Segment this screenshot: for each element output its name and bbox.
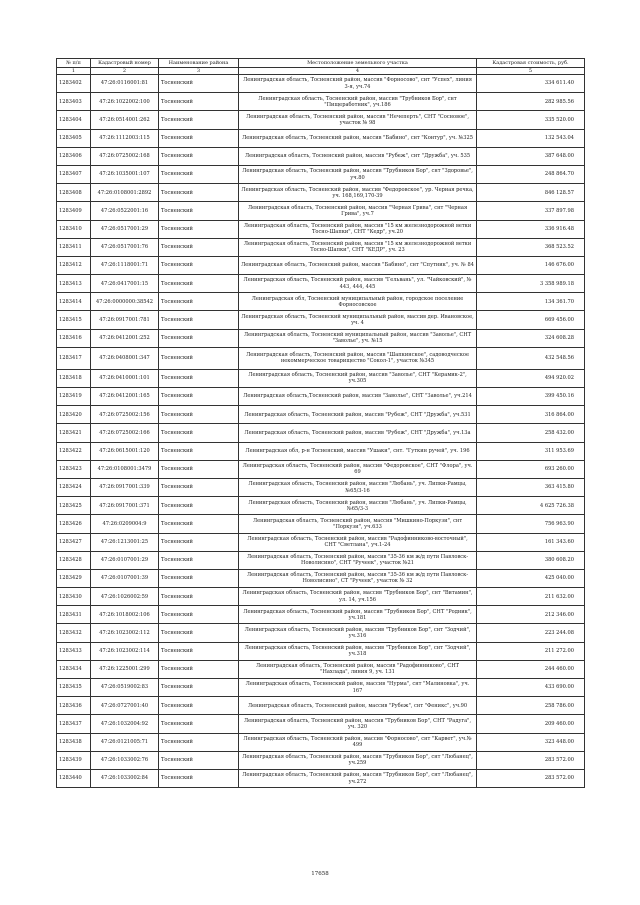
location-cell: Ленинградская область, Тосненский район, массив "Заволье", СНТ "Керамик-2", уч.305 bbox=[239, 369, 477, 387]
cadastral-cost-cell: 134 361.70 bbox=[477, 293, 585, 311]
table-row bbox=[57, 184, 585, 202]
header-row bbox=[57, 59, 585, 68]
table-row bbox=[57, 497, 585, 515]
district-cell: Тосненский bbox=[159, 347, 239, 369]
cadastral-number-cell: 47:26:1112003:115 bbox=[91, 129, 159, 147]
district-cell: Тосненский bbox=[159, 111, 239, 129]
district-cell: Тосненский bbox=[159, 515, 239, 533]
location-cell: Ленинградская область, Тосненский район, массив "Трубников Бор", СНТ "Радуга", уч. 320 bbox=[239, 715, 477, 733]
table-row bbox=[57, 129, 585, 147]
row-number-cell: 1283420 bbox=[57, 406, 91, 424]
cadastral-cost-cell: 248 864.70 bbox=[477, 165, 585, 183]
row-number-cell: 1283428 bbox=[57, 551, 91, 569]
cadastral-number-cell: 47:26:1023002:114 bbox=[91, 642, 159, 660]
row-number-cell: 1283405 bbox=[57, 129, 91, 147]
district-cell: Тосненский bbox=[159, 75, 239, 93]
cadastral-cost-cell: 258 432.00 bbox=[477, 424, 585, 442]
cadastral-number-cell: 47:26:0410001:101 bbox=[91, 369, 159, 387]
header-cell: Кадастровый номер bbox=[91, 59, 159, 68]
district-cell: Тосненский bbox=[159, 715, 239, 733]
table-row bbox=[57, 93, 585, 111]
table-row bbox=[57, 769, 585, 787]
cadastral-number-cell: 47:26:0417001:15 bbox=[91, 275, 159, 293]
table-row bbox=[57, 660, 585, 678]
district-cell: Тосненский bbox=[159, 311, 239, 329]
location-cell: Ленинградская область, Тосненский район, массив "35-36 км ж/д пути Павловск-Новолисино", СНТ "Ручеек", участок №21 bbox=[239, 551, 477, 569]
cadastral-number-cell: 47:26:1035001:107 bbox=[91, 165, 159, 183]
cadastral-number-cell: 47:26:0121005:71 bbox=[91, 733, 159, 751]
row-number-cell: 1283423 bbox=[57, 460, 91, 478]
cadastral-cost-cell: 323 448.00 bbox=[477, 733, 585, 751]
cadastral-number-cell: 47:26:0107001:29 bbox=[91, 551, 159, 569]
district-cell: Тосненский bbox=[159, 256, 239, 274]
cadastral-number-cell: 47:26:1033002:76 bbox=[91, 751, 159, 769]
row-number-cell: 1283417 bbox=[57, 347, 91, 369]
column-number-cell: 3 bbox=[159, 68, 239, 75]
row-number-cell: 1283433 bbox=[57, 642, 91, 660]
cadastral-number-cell: 47:26:0000000:38542 bbox=[91, 293, 159, 311]
row-number-cell: 1283418 bbox=[57, 369, 91, 387]
table-row bbox=[57, 442, 585, 460]
table-row bbox=[57, 624, 585, 642]
district-cell: Тосненский bbox=[159, 751, 239, 769]
cadastral-number-cell: 47:26:0108001:3479 bbox=[91, 460, 159, 478]
location-cell: Ленинградская область, Тосненский район, массив "Рубеж", СНТ "Дружба", уч.531 bbox=[239, 406, 477, 424]
cadastral-number-cell: 47:26:0917001:339 bbox=[91, 478, 159, 496]
location-cell: Ленинградская область, Тосненский район, массив "Рубеж", снт "Феникс", уч.90 bbox=[239, 697, 477, 715]
table-row bbox=[57, 275, 585, 293]
location-cell: Ленинградская область, Тосненский район, массив "Трубников Бор", снт "Витамин", ул. 14, уч.156 bbox=[239, 588, 477, 606]
table-row bbox=[57, 111, 585, 129]
cadastral-table bbox=[56, 58, 585, 788]
district-cell: Тосненский bbox=[159, 184, 239, 202]
table-row bbox=[57, 347, 585, 369]
cadastral-number-cell: 47:26:0725002:166 bbox=[91, 424, 159, 442]
cadastral-cost-cell: 146 676.00 bbox=[477, 256, 585, 274]
district-cell: Тосненский bbox=[159, 442, 239, 460]
table-row bbox=[57, 369, 585, 387]
location-cell: Ленинградская область, Тосненский район, массив "Трубников Бор", снт "Любанец", уч.259 bbox=[239, 751, 477, 769]
district-cell: Тосненский bbox=[159, 478, 239, 496]
location-cell: Ленинградская область, Тосненский район, массив "Форносово", снт "Карвет", уч.№ 499 bbox=[239, 733, 477, 751]
row-number-cell: 1283412 bbox=[57, 256, 91, 274]
page-number: 17658 bbox=[311, 871, 329, 877]
cadastral-number-cell: 47:26:1022002:100 bbox=[91, 93, 159, 111]
table-row bbox=[57, 533, 585, 551]
cadastral-cost-cell: 693 260.00 bbox=[477, 460, 585, 478]
cadastral-number-cell: 47:26:1023002:112 bbox=[91, 624, 159, 642]
row-number-cell: 1283436 bbox=[57, 697, 91, 715]
district-cell: Тосненский bbox=[159, 369, 239, 387]
location-cell: Ленинградская область, Тосненский район, массив "Трубников Бор", снт "Любанец", уч.272 bbox=[239, 769, 477, 787]
column-number-cell: 1 bbox=[57, 68, 91, 75]
cadastral-number-cell: 47:26:0517001:29 bbox=[91, 220, 159, 238]
row-number-cell: 1283422 bbox=[57, 442, 91, 460]
cadastral-cost-cell: 846 128.57 bbox=[477, 184, 585, 202]
row-number-cell: 1283430 bbox=[57, 588, 91, 606]
district-cell: Тосненский bbox=[159, 533, 239, 551]
row-number-cell: 1283434 bbox=[57, 660, 91, 678]
column-number-cell: 5 bbox=[477, 68, 585, 75]
table-row bbox=[57, 238, 585, 256]
cadastral-number-cell: 47:26:0107001:39 bbox=[91, 569, 159, 587]
cadastral-cost-cell: 258 786.00 bbox=[477, 697, 585, 715]
row-number-cell: 1283416 bbox=[57, 329, 91, 347]
row-number-cell: 1283427 bbox=[57, 533, 91, 551]
row-number-cell: 1283440 bbox=[57, 769, 91, 787]
cadastral-number-cell: 47:26:0412001:252 bbox=[91, 329, 159, 347]
district-cell: Тосненский bbox=[159, 329, 239, 347]
row-number-cell: 1283419 bbox=[57, 388, 91, 406]
district-cell: Тосненский bbox=[159, 275, 239, 293]
location-cell: Ленинградская область,Тосненский район, массив "Заволье", СНТ "Заволье", уч.214 bbox=[239, 388, 477, 406]
cadastral-cost-cell: 363 415.80 bbox=[477, 478, 585, 496]
location-cell: Ленинградская область, Тосненский муниципальный район, массив "Заволье", СНТ "Заволье", уч. №15 bbox=[239, 329, 477, 347]
row-number-cell: 1283402 bbox=[57, 75, 91, 93]
district-cell: Тосненский bbox=[159, 424, 239, 442]
location-cell: Ленинградская область, Тосненский район, массив "Шапкинское", садоводческое некоммерческое товарищество "Сокол-1", участок №345 bbox=[239, 347, 477, 369]
district-cell: Тосненский bbox=[159, 202, 239, 220]
cadastral-cost-cell: 494 920.02 bbox=[477, 369, 585, 387]
cadastral-number-cell: 47:26:0519002:83 bbox=[91, 679, 159, 697]
table-row bbox=[57, 424, 585, 442]
row-number-cell: 1283411 bbox=[57, 238, 91, 256]
district-cell: Тосненский bbox=[159, 588, 239, 606]
row-number-cell: 1283413 bbox=[57, 275, 91, 293]
location-cell: Ленинградская область, Тосненский район, массив "Нечеперть", СНТ "Сосновое", участок № 98 bbox=[239, 111, 477, 129]
cadastral-number-cell: 47:26:1026002:59 bbox=[91, 588, 159, 606]
location-cell: Ленинградская область, Тосненский район, массив "15 км железнодорожной ветки Тосно-Шапки", СНТ "КЕДР", уч. 23 bbox=[239, 238, 477, 256]
header-cell: № п/п bbox=[57, 59, 91, 68]
location-cell: Ленинградская область, Тосненский район, массив "Рубеж", снт "Дружба", уч. 535 bbox=[239, 147, 477, 165]
cadastral-number-cell: 47:26:0917001:371 bbox=[91, 497, 159, 515]
table-row bbox=[57, 697, 585, 715]
district-cell: Тосненский bbox=[159, 679, 239, 697]
cadastral-number-cell: 47:26:1225001:299 bbox=[91, 660, 159, 678]
cadastral-cost-cell: 756 963.90 bbox=[477, 515, 585, 533]
table-row bbox=[57, 733, 585, 751]
cadastral-cost-cell: 337 897.98 bbox=[477, 202, 585, 220]
cadastral-cost-cell: 368 523.52 bbox=[477, 238, 585, 256]
table-row bbox=[57, 165, 585, 183]
header-cell: Местоположение земельного участка bbox=[239, 59, 477, 68]
cadastral-number-cell: 47:26:1033002:84 bbox=[91, 769, 159, 787]
row-number-cell: 1283415 bbox=[57, 311, 91, 329]
location-cell: Ленинградская область, Тосненский район, массив "Форносово", снт "Успех", линия 3-я, уч.74 bbox=[239, 75, 477, 93]
location-cell: Ленинградская область, Тосненский район, массив "Трубников Бор", снт "Зодчий", уч.318 bbox=[239, 642, 477, 660]
table-row bbox=[57, 329, 585, 347]
location-cell: Ленинградская область, Тосненский район, массив "Мишкино-Поркузи", снт "Поркузи", уч.633 bbox=[239, 515, 477, 533]
location-cell: Ленинградская область, Тосненский район, массив "35-36 км ж/д пути Павловск-Новолисино", СТ "Ручеек", участок № 32 bbox=[239, 569, 477, 587]
location-cell: Ленинградская область, Тосненский район, массив "Бабино", снт "Спутник", уч. № 84 bbox=[239, 256, 477, 274]
cadastral-cost-cell: 425 040.00 bbox=[477, 569, 585, 587]
cadastral-cost-cell: 211 272.00 bbox=[477, 642, 585, 660]
location-cell: Ленинградская область, Тосненский район, массив "Федоровское", ур. Черная речка, уч. 168,169,170-39 bbox=[239, 184, 477, 202]
table-row bbox=[57, 606, 585, 624]
location-cell: Ленинградская область, Тосненский район, массив "Трубников Бор", СНТ "Родник", уч.181 bbox=[239, 606, 477, 624]
cadastral-cost-cell: 4 625 726.38 bbox=[477, 497, 585, 515]
cadastral-number-cell: 47:26:0727001:40 bbox=[91, 697, 159, 715]
location-cell: Ленинградская область, Тосненский район, массив "Трубников Бор", снт "Пищеработник", уч.186 bbox=[239, 93, 477, 111]
table-row bbox=[57, 679, 585, 697]
row-number-cell: 1283414 bbox=[57, 293, 91, 311]
location-cell: Ленинградская область, Тосненский район, массив "Радофинниково-восточный", СНТ "Светлана", уч.1-24 bbox=[239, 533, 477, 551]
cadastral-number-cell: 47:26:0116001:81 bbox=[91, 75, 159, 93]
table-body bbox=[57, 75, 585, 788]
table-row bbox=[57, 551, 585, 569]
location-cell: Ленинградская область, Тосненский район, массив "Гельвань", ул. "Чайковский", № 443, 444, 445 bbox=[239, 275, 477, 293]
district-cell: Тосненский bbox=[159, 606, 239, 624]
table-row bbox=[57, 147, 585, 165]
cadastral-cost-cell: 209 460.00 bbox=[477, 715, 585, 733]
table-row bbox=[57, 220, 585, 238]
district-cell: Тосненский bbox=[159, 497, 239, 515]
row-number-cell: 1283437 bbox=[57, 715, 91, 733]
district-cell: Тосненский bbox=[159, 642, 239, 660]
location-cell: Ленинградская область, Тосненский район, массив "Радофинниково", СНТ "Нахлада", линия 9, уч. 131 bbox=[239, 660, 477, 678]
cadastral-number-cell: 47:26:1118001:71 bbox=[91, 256, 159, 274]
location-cell: Ленинградская область, Тосненский район, массив "Черная Грива", снт "Черная Грива", уч.7 bbox=[239, 202, 477, 220]
cadastral-number-cell: 47:26:1018002:106 bbox=[91, 606, 159, 624]
location-cell: Ленинградская обл, Тосненский муниципальный район, городское поселение Форносовское bbox=[239, 293, 477, 311]
cadastral-number-cell: 47:26:0725002:156 bbox=[91, 406, 159, 424]
cadastral-number-cell: 47:26:1032004:92 bbox=[91, 715, 159, 733]
district-cell: Тосненский bbox=[159, 238, 239, 256]
table-row bbox=[57, 406, 585, 424]
cadastral-cost-cell: 283 572.00 bbox=[477, 751, 585, 769]
location-cell: Ленинградская обл, р-н Тосненский, массив "Ушаки", снт. "Гуткин ручей", уч. 196 bbox=[239, 442, 477, 460]
row-number-cell: 1283410 bbox=[57, 220, 91, 238]
cadastral-number-cell: 47:26:1213001:25 bbox=[91, 533, 159, 551]
cadastral-number-cell: 47:26:0725002:168 bbox=[91, 147, 159, 165]
cadastral-cost-cell: 334 611.40 bbox=[477, 75, 585, 93]
table-row bbox=[57, 75, 585, 93]
location-cell: Ленинградская область, Тосненский район, массив "Бабино", снт "Контур", уч. №325 bbox=[239, 129, 477, 147]
row-number-cell: 1283406 bbox=[57, 147, 91, 165]
row-number-cell: 1283403 bbox=[57, 93, 91, 111]
cadastral-number-cell: 47:26:0517001:76 bbox=[91, 238, 159, 256]
row-number-cell: 1283439 bbox=[57, 751, 91, 769]
location-cell: Ленинградская область, Тосненский район, массив "Нурма", снт "Малиновка", уч. 167 bbox=[239, 679, 477, 697]
table-row bbox=[57, 388, 585, 406]
cadastral-cost-cell: 399 450.16 bbox=[477, 388, 585, 406]
cadastral-cost-cell: 336 916.48 bbox=[477, 220, 585, 238]
district-cell: Тосненский bbox=[159, 460, 239, 478]
cadastral-cost-cell: 380 608.20 bbox=[477, 551, 585, 569]
cadastral-cost-cell: 432 548.56 bbox=[477, 347, 585, 369]
cadastral-cost-cell: 211 632.00 bbox=[477, 588, 585, 606]
row-number-cell: 1283426 bbox=[57, 515, 91, 533]
district-cell: Тосненский bbox=[159, 569, 239, 587]
row-number-cell: 1283429 bbox=[57, 569, 91, 587]
cadastral-number-cell: 47:26:0522001:16 bbox=[91, 202, 159, 220]
location-cell: Ленинградская область, Тосненский район, массив "15 км железнодорожной ветки Тосно-Шапки", СНТ "Кедр", уч.20 bbox=[239, 220, 477, 238]
district-cell: Тосненский bbox=[159, 406, 239, 424]
district-cell: Тосненский bbox=[159, 624, 239, 642]
header-cell: Наименование района bbox=[159, 59, 239, 68]
location-cell: Ленинградская область, Тосненский район, массив "Рубеж", СНТ "Дружба", уч.13а bbox=[239, 424, 477, 442]
cadastral-cost-cell: 282 985.56 bbox=[477, 93, 585, 111]
row-number-cell: 1283432 bbox=[57, 624, 91, 642]
table-row bbox=[57, 460, 585, 478]
district-cell: Тосненский bbox=[159, 220, 239, 238]
row-number-cell: 1283404 bbox=[57, 111, 91, 129]
table-row bbox=[57, 569, 585, 587]
row-number-cell: 1283408 bbox=[57, 184, 91, 202]
district-cell: Тосненский bbox=[159, 293, 239, 311]
cadastral-cost-cell: 132 543.04 bbox=[477, 129, 585, 147]
cadastral-number-cell: 47:26:0412001:165 bbox=[91, 388, 159, 406]
district-cell: Тосненский bbox=[159, 769, 239, 787]
district-cell: Тосненский bbox=[159, 147, 239, 165]
cadastral-cost-cell: 387 648.00 bbox=[477, 147, 585, 165]
cadastral-cost-cell: 311 953.69 bbox=[477, 442, 585, 460]
location-cell: Ленинградская область, Тосненский район, массив "Трубников Бор", снт "Зодчий", уч.316 bbox=[239, 624, 477, 642]
row-number-cell: 1283425 bbox=[57, 497, 91, 515]
location-cell: Ленинградская область, Тосненский район, массив "Федоровское", СНТ "Флора", уч. 69 bbox=[239, 460, 477, 478]
cadastral-number-cell: 47:26:0917001:781 bbox=[91, 311, 159, 329]
cadastral-cost-cell: 316 864.00 bbox=[477, 406, 585, 424]
district-cell: Тосненский bbox=[159, 165, 239, 183]
cadastral-cost-cell: 212 346.00 bbox=[477, 606, 585, 624]
location-cell: Ленинградская область, Тосненский район, массив "Любань", уч. Липки-Рамцы, №65/3-16 bbox=[239, 478, 477, 496]
cadastral-number-cell: 47:26:0514001:262 bbox=[91, 111, 159, 129]
column-number-row bbox=[57, 68, 585, 75]
row-number-cell: 1283421 bbox=[57, 424, 91, 442]
row-number-cell: 1283409 bbox=[57, 202, 91, 220]
cadastral-cost-cell: 161 343.60 bbox=[477, 533, 585, 551]
location-cell: Ленинградская область, Тосненский муниципальный район, массив дер. Ивановское, уч. 4 bbox=[239, 311, 477, 329]
district-cell: Тосненский bbox=[159, 388, 239, 406]
location-cell: Ленинградская область, Тосненский район, массив "Любань", уч. Липки-Рамцы, №65/3-3 bbox=[239, 497, 477, 515]
cadastral-number-cell: 47:26:0209004:9 bbox=[91, 515, 159, 533]
cadastral-number-cell: 47:26:0108001:2892 bbox=[91, 184, 159, 202]
cadastral-cost-cell: 223 244.08 bbox=[477, 624, 585, 642]
district-cell: Тосненский bbox=[159, 660, 239, 678]
cadastral-cost-cell: 335 520.00 bbox=[477, 111, 585, 129]
table-row bbox=[57, 515, 585, 533]
district-cell: Тосненский bbox=[159, 733, 239, 751]
row-number-cell: 1283438 bbox=[57, 733, 91, 751]
table-row bbox=[57, 715, 585, 733]
table-row bbox=[57, 478, 585, 496]
cadastral-cost-cell: 324 608.28 bbox=[477, 329, 585, 347]
row-number-cell: 1283431 bbox=[57, 606, 91, 624]
column-number-cell: 2 bbox=[91, 68, 159, 75]
cadastral-cost-cell: 244 460.00 bbox=[477, 660, 585, 678]
table-row bbox=[57, 256, 585, 274]
district-cell: Тосненский bbox=[159, 697, 239, 715]
table-row bbox=[57, 311, 585, 329]
district-cell: Тосненский bbox=[159, 93, 239, 111]
table-row bbox=[57, 293, 585, 311]
column-number-cell: 4 bbox=[239, 68, 477, 75]
table-row bbox=[57, 202, 585, 220]
district-cell: Тосненский bbox=[159, 551, 239, 569]
table-row bbox=[57, 588, 585, 606]
cadastral-number-cell: 47:26:0408001:347 bbox=[91, 347, 159, 369]
row-number-cell: 1283407 bbox=[57, 165, 91, 183]
row-number-cell: 1283435 bbox=[57, 679, 91, 697]
table-row bbox=[57, 751, 585, 769]
location-cell: Ленинградская область, Тосненский район, массив "Трубников Бор", снт "Здоровье", уч.80 bbox=[239, 165, 477, 183]
cadastral-cost-cell: 433 690.00 bbox=[477, 679, 585, 697]
header-cell: Кадастровая стоимость, руб. bbox=[477, 59, 585, 68]
cadastral-number-cell: 47:26:0615001:120 bbox=[91, 442, 159, 460]
table-row bbox=[57, 642, 585, 660]
cadastral-cost-cell: 669 456.00 bbox=[477, 311, 585, 329]
cadastral-cost-cell: 3 358 989.18 bbox=[477, 275, 585, 293]
cadastral-cost-cell: 283 572.00 bbox=[477, 769, 585, 787]
district-cell: Тосненский bbox=[159, 129, 239, 147]
row-number-cell: 1283424 bbox=[57, 478, 91, 496]
